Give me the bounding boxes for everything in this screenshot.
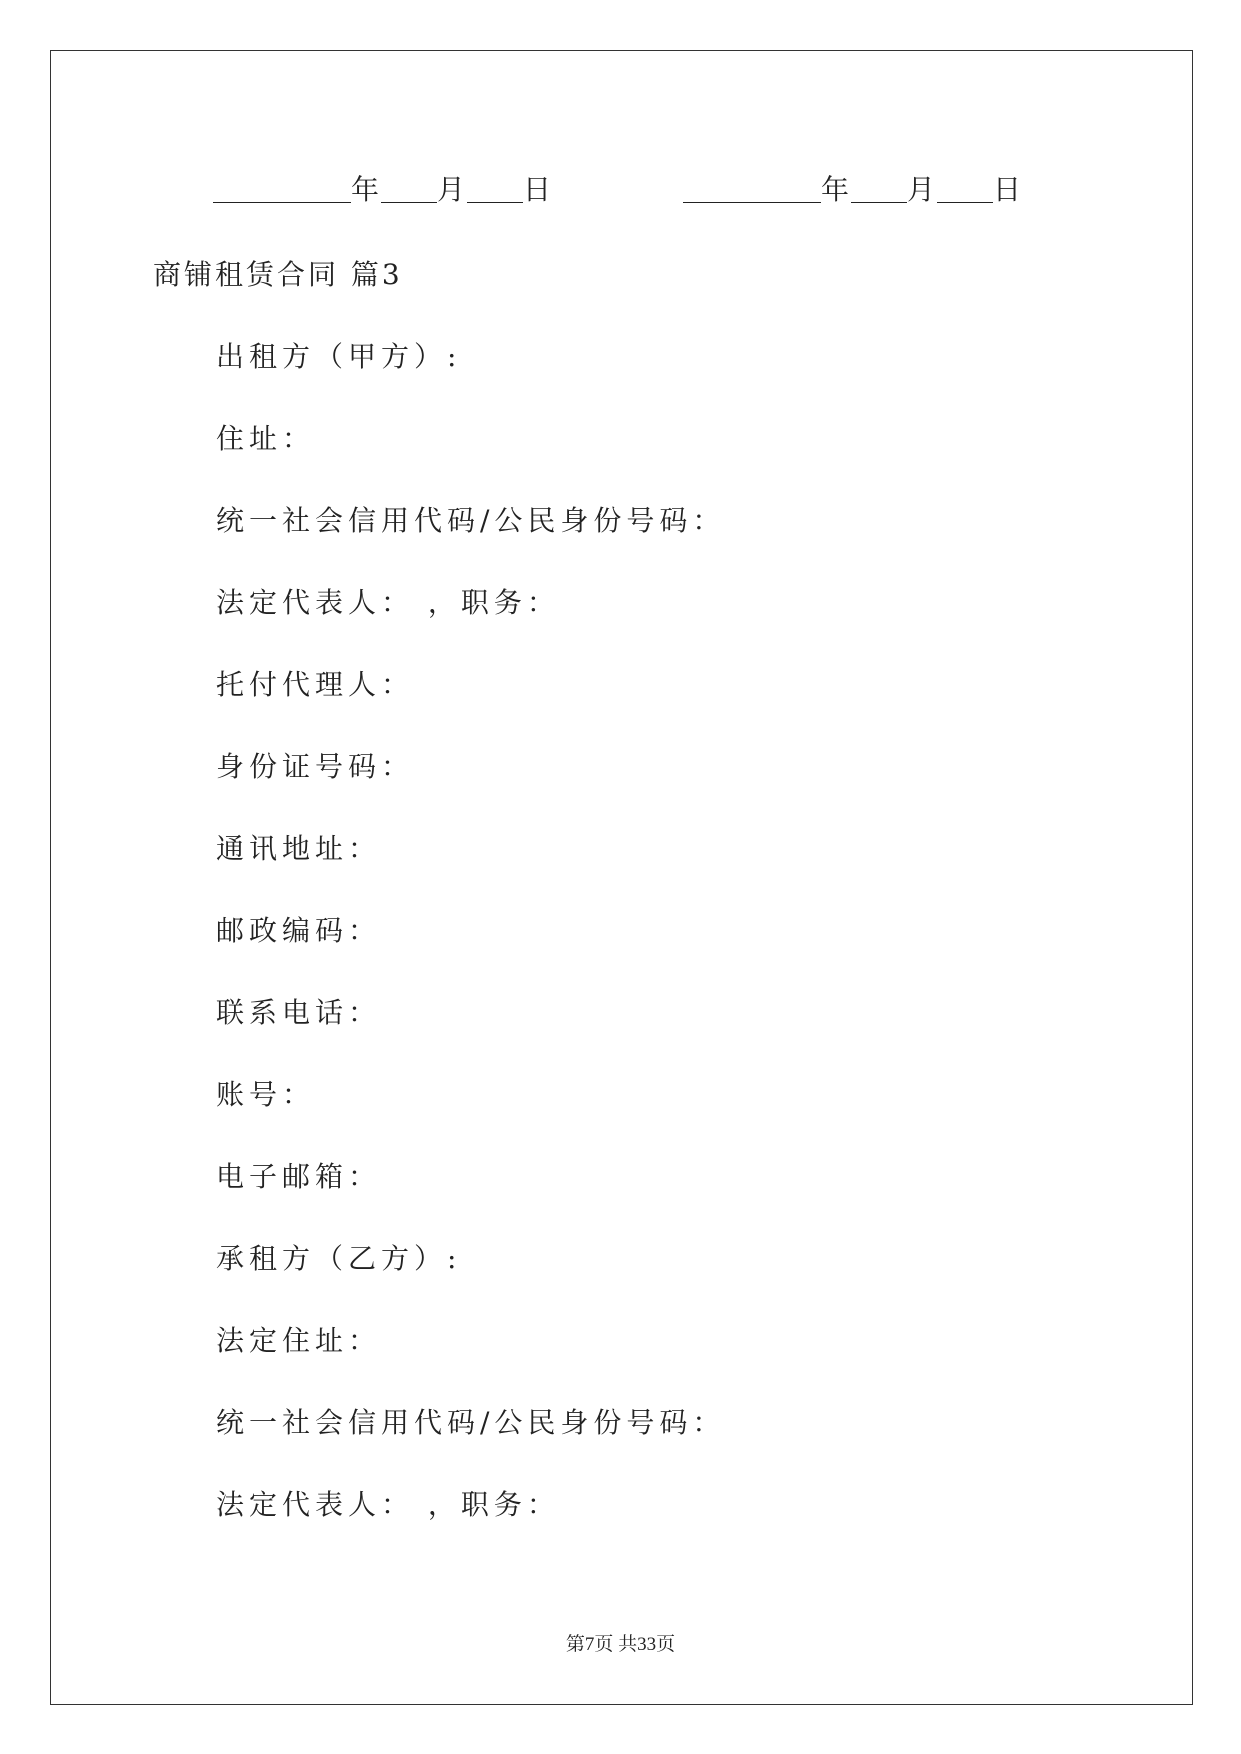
date-line-left — [213, 170, 553, 210]
lessor-phone-label: 联系电话： — [216, 996, 382, 1029]
date-line-right — [683, 170, 1023, 210]
section-heading: 商铺租赁合同 篇3 — [153, 258, 403, 291]
month-label: 月 — [907, 173, 938, 206]
lessor-email-label: 电子邮箱： — [216, 1160, 382, 1193]
page-border — [50, 50, 1193, 1705]
lessor-account-label: 账号： — [216, 1078, 316, 1111]
day-blank — [467, 172, 523, 203]
day-blank — [937, 172, 993, 203]
year-blank — [213, 172, 351, 203]
lessor-address-label: 住址： — [216, 422, 316, 455]
lessor-agent-label: 托付代理人： — [216, 668, 415, 701]
lessee-credit-code-label: 统一社会信用代码/公民身份号码： — [216, 1406, 726, 1439]
lessor-legal-rep-label: 法定代表人： ，职务： — [216, 586, 560, 619]
lessee-legal-address-label: 法定住址： — [216, 1324, 382, 1357]
lessor-credit-code-label: 统一社会信用代码/公民身份号码： — [216, 504, 726, 537]
page-number-footer: 第7页 共33页 — [565, 1634, 676, 1655]
month-blank — [381, 172, 437, 203]
month-label: 月 — [437, 173, 468, 206]
year-label: 年 — [351, 173, 382, 206]
lessor-id-number-label: 身份证号码： — [216, 750, 415, 783]
lessee-legal-rep-label: 法定代表人： ，职务： — [216, 1488, 560, 1521]
year-label: 年 — [821, 173, 852, 206]
lessor-postcode-label: 邮政编码： — [216, 914, 382, 947]
lessor-label: 出租方（甲方）: — [216, 340, 462, 373]
day-label: 日 — [523, 173, 554, 206]
lessee-label: 承租方（乙方）: — [216, 1242, 462, 1275]
day-label: 日 — [993, 173, 1024, 206]
lessor-mailing-address-label: 通讯地址： — [216, 832, 382, 865]
month-blank — [851, 172, 907, 203]
year-blank — [683, 172, 821, 203]
